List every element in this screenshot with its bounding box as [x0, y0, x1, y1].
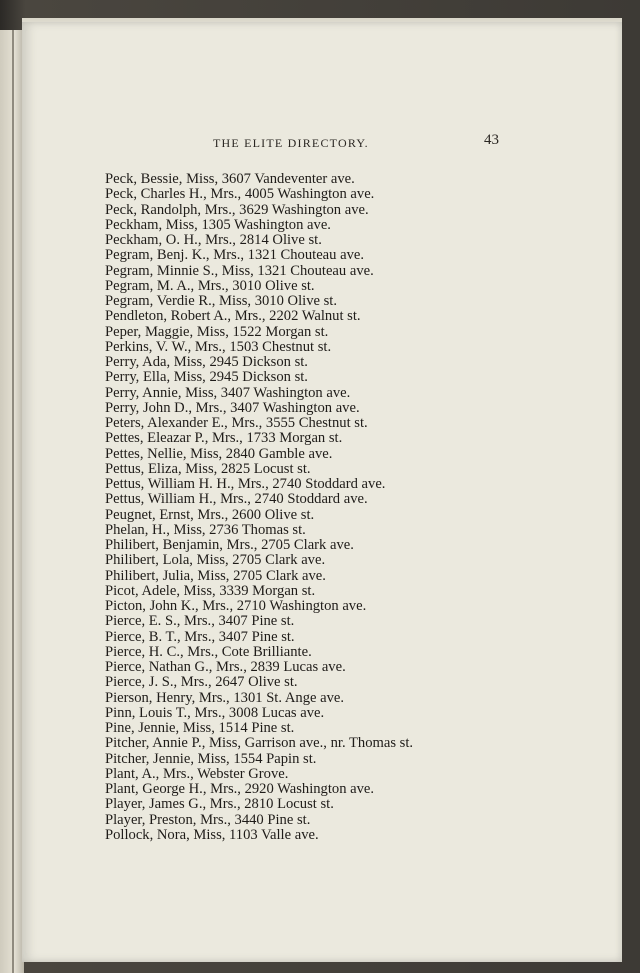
directory-entry: Pegram, M. A., Mrs., 3010 Olive st. [105, 277, 315, 294]
directory-entry: Pierson, Henry, Mrs., 1301 St. Ange ave. [105, 689, 345, 706]
directory-entry: Pierce, H. C., Mrs., Cote Brilliante. [105, 643, 312, 660]
directory-entry: Pierce, B. T., Mrs., 3407 Pine st. [105, 628, 295, 645]
directory-entry: Pollock, Nora, Miss, 1103 Valle ave. [105, 826, 319, 843]
directory-entry: Picot, Adele, Miss, 3339 Morgan st. [105, 582, 316, 599]
directory-entry: Player, Preston, Mrs., 3440 Pine st. [105, 811, 311, 828]
directory-entry: Pettes, Nellie, Miss, 2840 Gamble ave. [105, 445, 333, 462]
directory-entry: Philibert, Lola, Miss, 2705 Clark ave. [105, 552, 326, 569]
directory-entry: Perry, Ada, Miss, 2945 Dickson st. [105, 354, 308, 370]
page-number: 43 [484, 132, 499, 148]
directory-entry: Pitcher, Jennie, Miss, 1554 Papin st. [105, 750, 317, 767]
directory-entry: Pine, Jennie, Miss, 1514 Pine st. [105, 720, 295, 736]
directory-entry: Philibert, Benjamin, Mrs., 2705 Clark ave. [105, 537, 354, 553]
directory-entry: Pierce, E. S., Mrs., 3407 Pine st. [105, 613, 295, 630]
directory-entry: Peck, Randolph, Mrs., 3629 Washington ave. [105, 201, 369, 218]
directory-entry: Peckham, O. H., Mrs., 2814 Olive st. [105, 232, 322, 248]
directory-entry: Perry, Annie, Miss, 3407 Washington ave. [105, 384, 351, 401]
directory-entry: Pierce, Nathan G., Mrs., 2839 Lucas ave. [105, 659, 346, 675]
directory-entry: Peugnet, Ernst, Mrs., 2600 Olive st. [105, 506, 315, 523]
directory-entry: Peckham, Miss, 1305 Washington ave. [105, 216, 331, 233]
page-header [22, 132, 622, 156]
directory-entry: Pierce, J. S., Mrs., 2647 Olive st. [105, 674, 298, 691]
directory-entry: Plant, George H., Mrs., 2920 Washington ave. [105, 781, 375, 797]
directory-entries [105, 172, 535, 843]
directory-entry: Pettes, Eleazar P., Mrs., 1733 Morgan st. [105, 430, 343, 447]
directory-entry: Picton, John K., Mrs., 2710 Washington ave. [105, 598, 367, 614]
directory-entry: Pettus, William H. H., Mrs., 2740 Stoddard ave. [105, 476, 386, 492]
spine-gutter [12, 30, 14, 973]
directory-entry: Pegram, Minnie S., Miss, 1321 Chouteau ave. [105, 262, 374, 279]
directory-entry: Pettus, William H., Mrs., 2740 Stoddard ave. [105, 491, 368, 508]
directory-entry: Peper, Maggie, Miss, 1522 Morgan st. [105, 323, 329, 340]
directory-entry: Pegram, Verdie R., Miss, 3010 Olive st. [105, 293, 338, 309]
directory-entry: Philibert, Julia, Miss, 2705 Clark ave. [105, 567, 326, 584]
directory-entry: Plant, A., Mrs., Webster Grove. [105, 765, 289, 782]
directory-entry: Perry, Ella, Miss, 2945 Dickson st. [105, 369, 308, 386]
running-head: THE ELITE DIRECTORY. [213, 136, 369, 150]
directory-entry: Peters, Alexander E., Mrs., 3555 Chestnut st. [105, 415, 368, 431]
directory-entry: Pinn, Louis T., Mrs., 3008 Lucas ave. [105, 704, 325, 721]
directory-entry: Phelan, H., Miss, 2736 Thomas st. [105, 521, 306, 538]
directory-entry: Perry, John D., Mrs., 3407 Washington ave. [105, 399, 360, 416]
directory-entry: Perkins, V. W., Mrs., 1503 Chestnut st. [105, 338, 332, 355]
directory-entry: Pitcher, Annie P., Miss, Garrison ave., nr. Thomas st. [105, 735, 414, 752]
directory-entry: Peck, Charles H., Mrs., 4005 Washington ave. [105, 186, 375, 203]
directory-entry: Pettus, Eliza, Miss, 2825 Locust st. [105, 460, 311, 477]
directory-entry: Pegram, Benj. K., Mrs., 1321 Chouteau ave. [105, 247, 364, 264]
directory-entry: Peck, Bessie, Miss, 3607 Vandeventer ave. [105, 171, 355, 187]
directory-entry: Pendleton, Robert A., Mrs., 2202 Walnut st. [105, 308, 361, 325]
directory-entry: Player, James G., Mrs., 2810 Locust st. [105, 796, 334, 813]
